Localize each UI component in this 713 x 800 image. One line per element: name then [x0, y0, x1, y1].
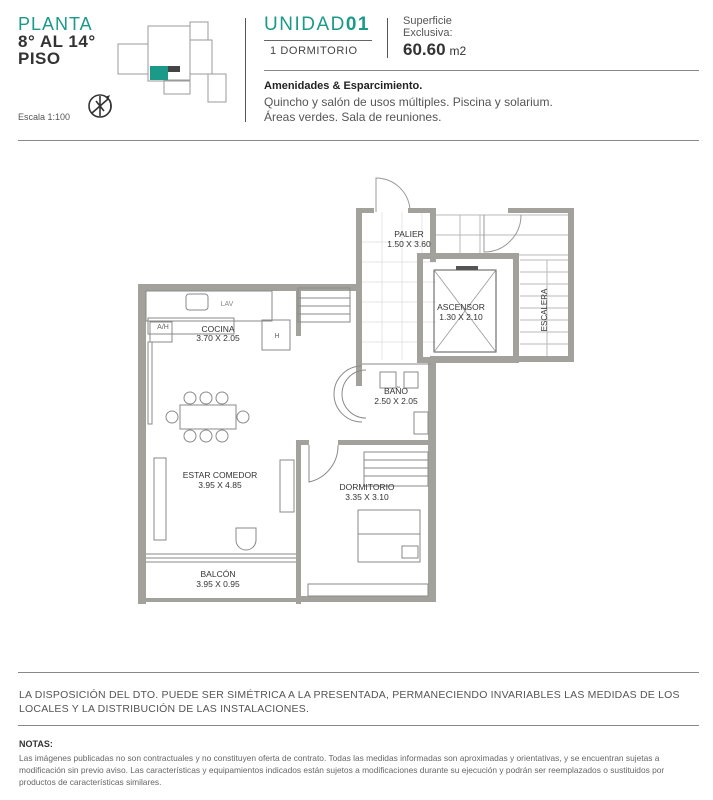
estar-dim: 3.95 X 4.85	[198, 480, 242, 490]
kitchen-sink	[186, 294, 208, 310]
area-unit: m2	[449, 44, 467, 58]
bed	[358, 510, 420, 562]
amenities-line-2: Áreas verdes. Sala de reuniones.	[264, 110, 442, 124]
cocina-label: COCINA	[201, 324, 235, 334]
notes-text: Las imágenes publicadas no son contractuales y no constituyen oferta de contrato. Todas las medidas informadas son aproximadas y orientativas, y se encuentran sujetas a modificación sin previo aviso. Las características y equipamientos indicados están sujetos a modificaciones durante su ejecución y podrán ser reemplazados o sustituidos por productos de características similares.	[19, 753, 665, 787]
bano-dim: 2.50 X 2.05	[374, 396, 418, 406]
dining-table	[166, 392, 249, 442]
armchair	[236, 528, 256, 550]
laundry-stair	[298, 288, 350, 322]
ascensor-dim: 1.30 X 2.10	[439, 312, 483, 322]
wardrobe	[364, 452, 428, 486]
sofa	[280, 460, 294, 512]
notes-rule	[18, 725, 699, 726]
escalera-label: ESCALERA	[540, 288, 549, 332]
header-rule	[18, 140, 699, 141]
unit-title	[264, 14, 370, 36]
disclaimer: LA DISPOSICIÓN DEL DTO. PUEDE SER SIMÉTRICA A LA PRESENTADA, PERMANECIENDO INVARIABLES LAS MEDIDAS DE LOS LOCALES Y LA DISTRIBUCIÓN DE LAS INSTALACIONES.	[19, 689, 680, 715]
scale-label: Escala 1:100	[18, 112, 71, 122]
amenities-title: Amenidades & Esparcimiento.	[264, 80, 423, 92]
kitchen-fixtures	[146, 288, 350, 424]
unit-highlight	[150, 66, 168, 80]
amenities-rule	[264, 70, 699, 71]
dormitorio-dim: 3.35 X 3.10	[345, 492, 389, 502]
amenities-text	[264, 95, 684, 125]
bedroom-furniture	[308, 445, 428, 596]
estar-label: ESTAR COMEDOR	[182, 470, 258, 480]
room-labels	[157, 229, 549, 589]
compass-icon	[86, 91, 116, 121]
plan-bottom-rule	[18, 672, 699, 673]
ascensor-label: ASCENSOR	[437, 302, 485, 312]
unit-number: 01	[345, 14, 370, 35]
planta-label: PLANTA	[18, 14, 93, 34]
unit-underline	[264, 40, 372, 41]
balcon-dim: 3.95 X 0.95	[196, 579, 240, 589]
unit-divider	[387, 18, 388, 58]
fridge-label: H	[274, 333, 280, 340]
surface-label	[403, 15, 453, 39]
floors-range: 8° AL 14°	[18, 32, 96, 51]
amenities-line-1: Quincho y salón de usos múltiples. Piscina y solarium.	[264, 95, 553, 109]
floors-label	[18, 33, 96, 67]
cocina-dim: 3.70 X 2.05	[196, 333, 240, 343]
bedroom-count: 1 DORMITORIO	[270, 45, 358, 57]
surface-title: Superficie	[403, 15, 452, 27]
surface-subtitle: Exclusiva:	[403, 27, 453, 39]
ah-label: A/H	[157, 324, 169, 331]
dormitorio-label: DORMITORIO	[339, 482, 395, 492]
palier-label: PALIER	[394, 229, 424, 239]
unit-label: UNIDAD	[264, 14, 346, 35]
stair-flights	[436, 215, 574, 360]
piso-label: PISO	[18, 49, 61, 68]
notes-title: NOTAS:	[19, 739, 53, 749]
balcon-label: BALCÓN	[200, 569, 236, 579]
key-plan	[110, 14, 232, 119]
header-divider	[245, 18, 246, 122]
tv-unit	[154, 458, 166, 540]
floor-plan	[0, 160, 713, 620]
walls	[138, 208, 574, 604]
palier-dim: 1.50 X 3.60	[387, 239, 431, 249]
lav-label: LAV	[220, 301, 234, 308]
area-value: 60.60	[403, 40, 446, 59]
bano-label: BAÑO	[383, 386, 409, 396]
surface-area	[403, 40, 466, 60]
bedroom-door	[309, 445, 338, 482]
